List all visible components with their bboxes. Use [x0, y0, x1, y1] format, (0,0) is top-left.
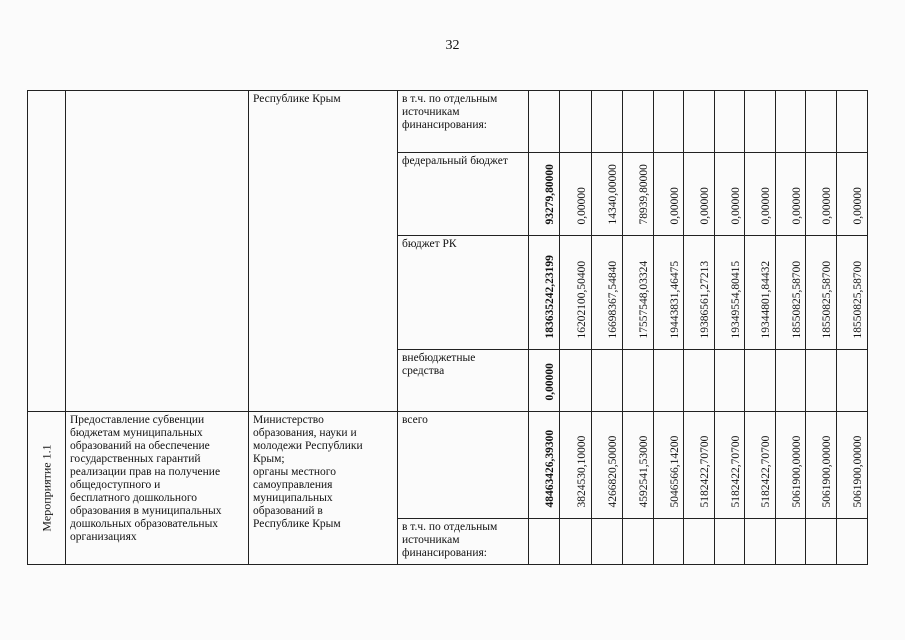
value-cell: [560, 412, 592, 519]
value-cell: [806, 350, 837, 412]
value-cell: [715, 350, 745, 412]
value-cell: [806, 153, 837, 236]
value-cell: [715, 236, 745, 350]
value-cell: [654, 412, 684, 519]
value: 5182422,70700: [699, 435, 711, 508]
value-cell: [745, 519, 776, 565]
value: 18550825,58700: [821, 260, 833, 339]
total-value: 0,00000: [544, 363, 556, 401]
value: 5061900,00000: [852, 435, 864, 508]
executor-text: Республике Крым: [253, 93, 341, 105]
value-cell: [560, 350, 592, 412]
value-cell: [592, 236, 623, 350]
value: 4592541,53000: [638, 435, 650, 508]
value: 16698367,54840: [607, 260, 619, 339]
value: 5182422,70700: [729, 435, 742, 508]
value-cell: [745, 412, 776, 519]
value-cell: [623, 412, 654, 519]
page-margin: [0, 566, 905, 640]
value: 78939,80000: [638, 164, 650, 225]
value-cell: [654, 91, 684, 153]
value-cell: [684, 236, 715, 350]
description-cell: [66, 91, 249, 412]
value: 0,00000: [790, 187, 803, 225]
total-cell: [529, 412, 560, 519]
budget-table: [27, 90, 868, 565]
value-cell: [592, 412, 623, 519]
value-cell: [806, 236, 837, 350]
total-cell: [529, 236, 560, 350]
page-number: 32: [445, 38, 460, 53]
value: 19386561,27213: [699, 260, 711, 339]
total-cell: [529, 519, 560, 565]
value-cell: [715, 91, 745, 153]
value-cell: [776, 153, 806, 236]
value-cell: [560, 236, 592, 350]
value-cell: [560, 153, 592, 236]
value-cell: [837, 91, 868, 153]
value: 5046566,14200: [668, 435, 681, 508]
value: 5182422,70700: [760, 435, 772, 508]
value-cell: [560, 91, 592, 153]
funding-source-cell: в т.ч. по отдельным источникам финансирования:: [398, 519, 529, 565]
value-cell: [715, 153, 745, 236]
funding-source-cell: всего: [398, 412, 529, 519]
total-cell: [529, 91, 560, 153]
value-cell: [806, 519, 837, 565]
value: 0,00000: [699, 187, 711, 225]
value: 5061900,00000: [821, 435, 833, 508]
funding-source-cell: бюджет РК: [398, 236, 529, 350]
measure-label-cell: [28, 412, 66, 565]
value-cell: [684, 350, 715, 412]
value-cell: [560, 519, 592, 565]
value-cell: [684, 519, 715, 565]
value-cell: [623, 91, 654, 153]
value: 0,00000: [668, 187, 681, 225]
value-cell: [654, 236, 684, 350]
value-cell: [654, 350, 684, 412]
value-cell: [837, 412, 868, 519]
value-cell: [837, 153, 868, 236]
value-cell: [592, 350, 623, 412]
value-cell: [623, 153, 654, 236]
value: 5061900,00000: [790, 435, 803, 508]
value-cell: [806, 412, 837, 519]
value-cell: [776, 519, 806, 565]
value: 19349554,80415: [729, 260, 742, 339]
total-value: 183635242,23199: [544, 255, 556, 339]
value: 18550825,58700: [790, 260, 803, 339]
description-cell: Предоставление субвенции бюджетам муниципальных образований на обеспечение государственных гарантий реализации прав на получение общедоступного и бесплатного дошкольного образования в муниципальных дошкольных образовательных организациях: [66, 412, 249, 565]
total-value: 93279,80000: [544, 164, 556, 225]
measure-label-cell: [28, 91, 66, 412]
value-cell: [776, 412, 806, 519]
value: 0,00000: [575, 187, 588, 225]
value-cell: [715, 412, 745, 519]
table-row: [28, 91, 868, 153]
value: 0,00000: [729, 187, 742, 225]
value-cell: [592, 519, 623, 565]
value: 0,00000: [821, 187, 833, 225]
total-cell: [529, 350, 560, 412]
value: 19344801,84432: [760, 260, 772, 339]
value-cell: [684, 153, 715, 236]
value: 17557548,03324: [638, 260, 650, 339]
measure-label: Мероприятие 1.1: [39, 444, 53, 532]
value: 14340,00000: [607, 164, 619, 225]
value-cell: [654, 519, 684, 565]
funding-source-cell: внебюджетные средства: [398, 350, 529, 412]
value-cell: [776, 91, 806, 153]
value-cell: [776, 236, 806, 350]
value-cell: [592, 153, 623, 236]
value: 16202100,50400: [575, 260, 588, 339]
funding-source-cell: в т.ч. по отдельным источникам финансирования:: [398, 91, 529, 153]
value-cell: [623, 236, 654, 350]
value: 18550825,58700: [852, 260, 864, 339]
value-cell: [837, 350, 868, 412]
value-cell: [806, 91, 837, 153]
value-cell: [684, 91, 715, 153]
funding-source-cell: федеральный бюджет: [398, 153, 529, 236]
value-cell: [715, 519, 745, 565]
total-cell: [529, 153, 560, 236]
table-row: [28, 412, 868, 519]
value: 19443831,46475: [668, 260, 681, 339]
value-cell: [837, 236, 868, 350]
value-cell: [623, 519, 654, 565]
value-cell: [745, 153, 776, 236]
value: 0,00000: [852, 187, 864, 225]
value-cell: [684, 412, 715, 519]
value-cell: [654, 153, 684, 236]
value-cell: [776, 350, 806, 412]
value-cell: [837, 519, 868, 565]
total-value: 48463426,39300: [544, 429, 556, 508]
value: 0,00000: [760, 187, 772, 225]
value-cell: [623, 350, 654, 412]
executor-cell: [249, 91, 398, 412]
value-cell: [745, 91, 776, 153]
value-cell: [745, 236, 776, 350]
value-cell: [745, 350, 776, 412]
value-cell: [592, 91, 623, 153]
executor-cell: Министерство образования, науки и молодежи Республики Крым; органы местного самоуправления муниципальных образований в Республике Крым: [249, 412, 398, 565]
value: 3824530,10000: [575, 435, 588, 508]
value: 4266820,50000: [607, 435, 619, 508]
